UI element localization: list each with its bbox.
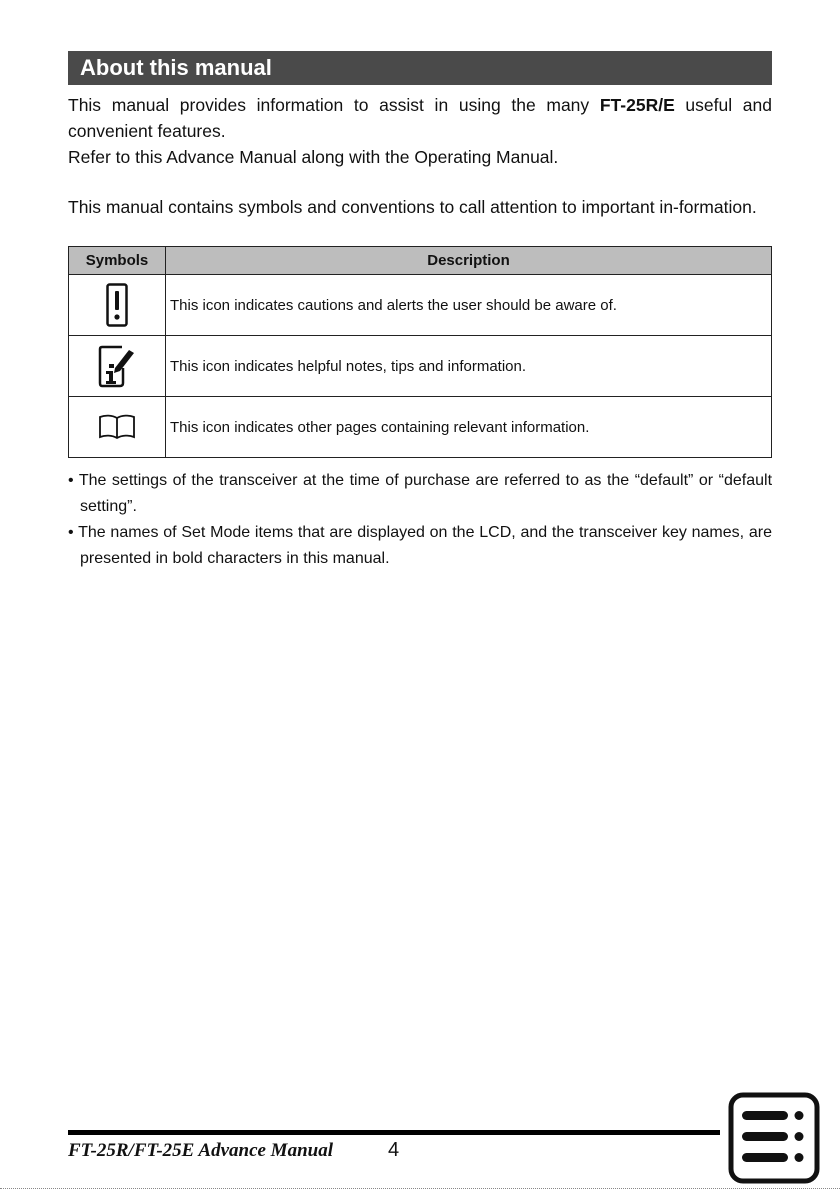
footer-rule [68,1130,720,1135]
description-cell: This icon indicates cautions and alerts the user should be aware of. [166,275,772,336]
notes-list [68,468,772,572]
table-row [69,397,772,458]
symbols-table [68,246,772,458]
conventions-paragraph: This manual contains symbols and conventions to call attention to important in-formation. [68,197,757,217]
book-reference-icon [98,414,136,440]
table-header-row [69,247,772,275]
table-row [69,336,772,397]
note-info-icon [98,344,136,388]
intro-reference-line: Refer to this Advance Manual along with the Operating Manual. [68,147,559,167]
column-header-symbols: Symbols [69,247,166,275]
intro-paragraph [68,92,772,170]
footer-manual-title: FT-25R/FT-25E Advance Manual [68,1140,333,1161]
symbol-cell [69,336,166,397]
page-number: 4 [388,1139,400,1161]
column-header-description: Description [166,247,772,275]
model-name: FT-25R/E [599,95,675,115]
section-title: About this manual [68,51,772,85]
intro-text-start: This manual provides information to assist in using the many [68,95,600,115]
description-cell: This icon indicates helpful notes, tips and information. [166,336,772,397]
note-text: The names of Set Mode items that are displayed on the LCD, and the transceiver key names, are presented in bold characters in this manual. [78,524,773,567]
intro-text-end: useful and convenient features. [68,95,773,141]
symbol-cell [69,275,166,336]
table-row [69,275,772,336]
description-cell: This icon indicates other pages containing relevant information. [166,397,772,458]
crop-line [0,1188,840,1189]
list-item [68,468,772,520]
bullet-mark: • [68,524,74,541]
symbol-cell [69,397,166,458]
menu-list-icon[interactable] [728,1092,820,1184]
list-item [68,520,772,572]
caution-icon [106,283,128,327]
bullet-mark: • [68,472,74,489]
note-text: The settings of the transceiver at the time of purchase are referred to as the “default” or “default setting”. [78,472,773,515]
